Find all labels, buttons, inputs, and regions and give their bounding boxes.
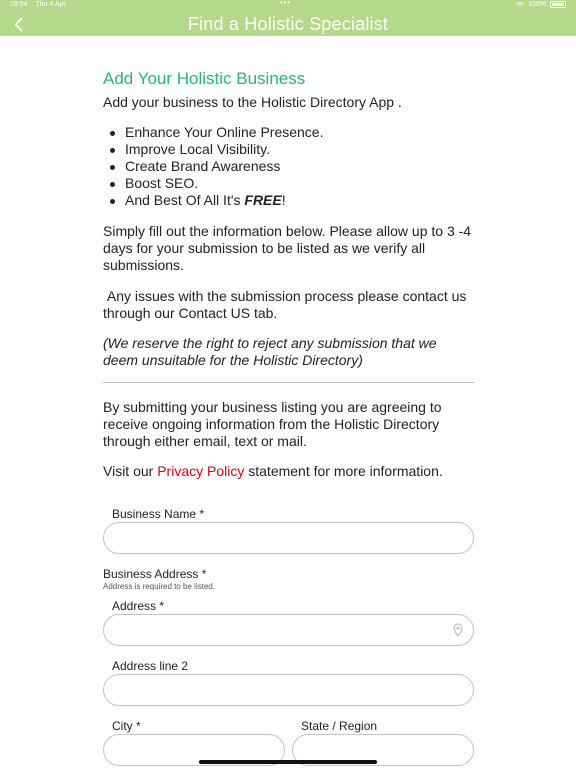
list-item bbox=[125, 192, 323, 209]
address-line2-label: Address line 2 bbox=[112, 659, 189, 673]
business-address-label: Business Address * bbox=[103, 567, 207, 581]
location-pin-icon[interactable] bbox=[453, 623, 463, 637]
business-name-label: Business Name * bbox=[112, 507, 205, 521]
city-label: City * bbox=[112, 719, 141, 733]
list-item: Boost SEO. bbox=[125, 175, 323, 192]
list-item-suffix: ! bbox=[281, 192, 286, 208]
contact-paragraph: Any issues with the submission process please contact us through our Contact US tab. bbox=[103, 288, 471, 321]
battery-icon bbox=[550, 1, 566, 8]
consent-paragraph: By submitting your business listing you are agreeing to receive ongoing information from the Holistic Directory through either email, text or mail. bbox=[103, 399, 442, 449]
status-time-date bbox=[10, 1, 72, 8]
business-address-hint: Address is required to be listed. bbox=[103, 582, 216, 591]
divider bbox=[103, 382, 474, 383]
address-label: Address * bbox=[112, 599, 165, 613]
wifi-icon bbox=[516, 2, 524, 8]
section-heading: Add Your Holistic Business bbox=[103, 69, 306, 88]
address-input[interactable] bbox=[104, 615, 473, 645]
status-bar bbox=[0, 0, 576, 12]
nav-bar bbox=[0, 12, 576, 36]
intro-lead: Add your business to the Holistic Directory App . bbox=[103, 94, 402, 110]
privacy-suffix: statement for more information. bbox=[244, 463, 443, 479]
page-title: Find a Holistic Specialist bbox=[187, 14, 389, 34]
reject-notice: (We reserve the right to reject any submission that we deem unsuitable for the Holistic Directory) bbox=[103, 335, 437, 368]
privacy-prefix: Visit our bbox=[103, 463, 158, 479]
address-line2-input[interactable] bbox=[104, 675, 473, 705]
status-time: 09:04 bbox=[10, 1, 28, 8]
privacy-policy-link[interactable]: Privacy Policy bbox=[157, 463, 245, 479]
free-emphasis: FREE bbox=[244, 192, 282, 208]
status-indicators bbox=[516, 1, 566, 8]
business-name-input[interactable] bbox=[104, 523, 473, 553]
home-indicator[interactable] bbox=[199, 760, 377, 764]
list-item: Enhance Your Online Presence. bbox=[125, 124, 324, 140]
list-item: Improve Local Visibility. bbox=[125, 141, 323, 158]
address-field[interactable] bbox=[103, 614, 474, 646]
state-region-label: State / Region bbox=[301, 719, 378, 733]
multitask-dots[interactable]: ••• bbox=[280, 0, 292, 7]
list-item: Create Brand Awareness bbox=[125, 158, 323, 175]
status-date: Thu 4 Apr bbox=[35, 1, 66, 8]
address-line2-field[interactable] bbox=[103, 674, 474, 706]
list-item-text: And Best Of All It's bbox=[125, 192, 245, 208]
submission-info-paragraph: Simply fill out the information below. Please allow up to 3 -4 days for your submission to be listed as we verify all submissions. bbox=[103, 223, 472, 273]
battery-percent: 100% bbox=[528, 1, 546, 8]
business-name-field[interactable] bbox=[103, 522, 474, 554]
benefits-list bbox=[125, 124, 323, 209]
privacy-paragraph bbox=[103, 463, 475, 480]
